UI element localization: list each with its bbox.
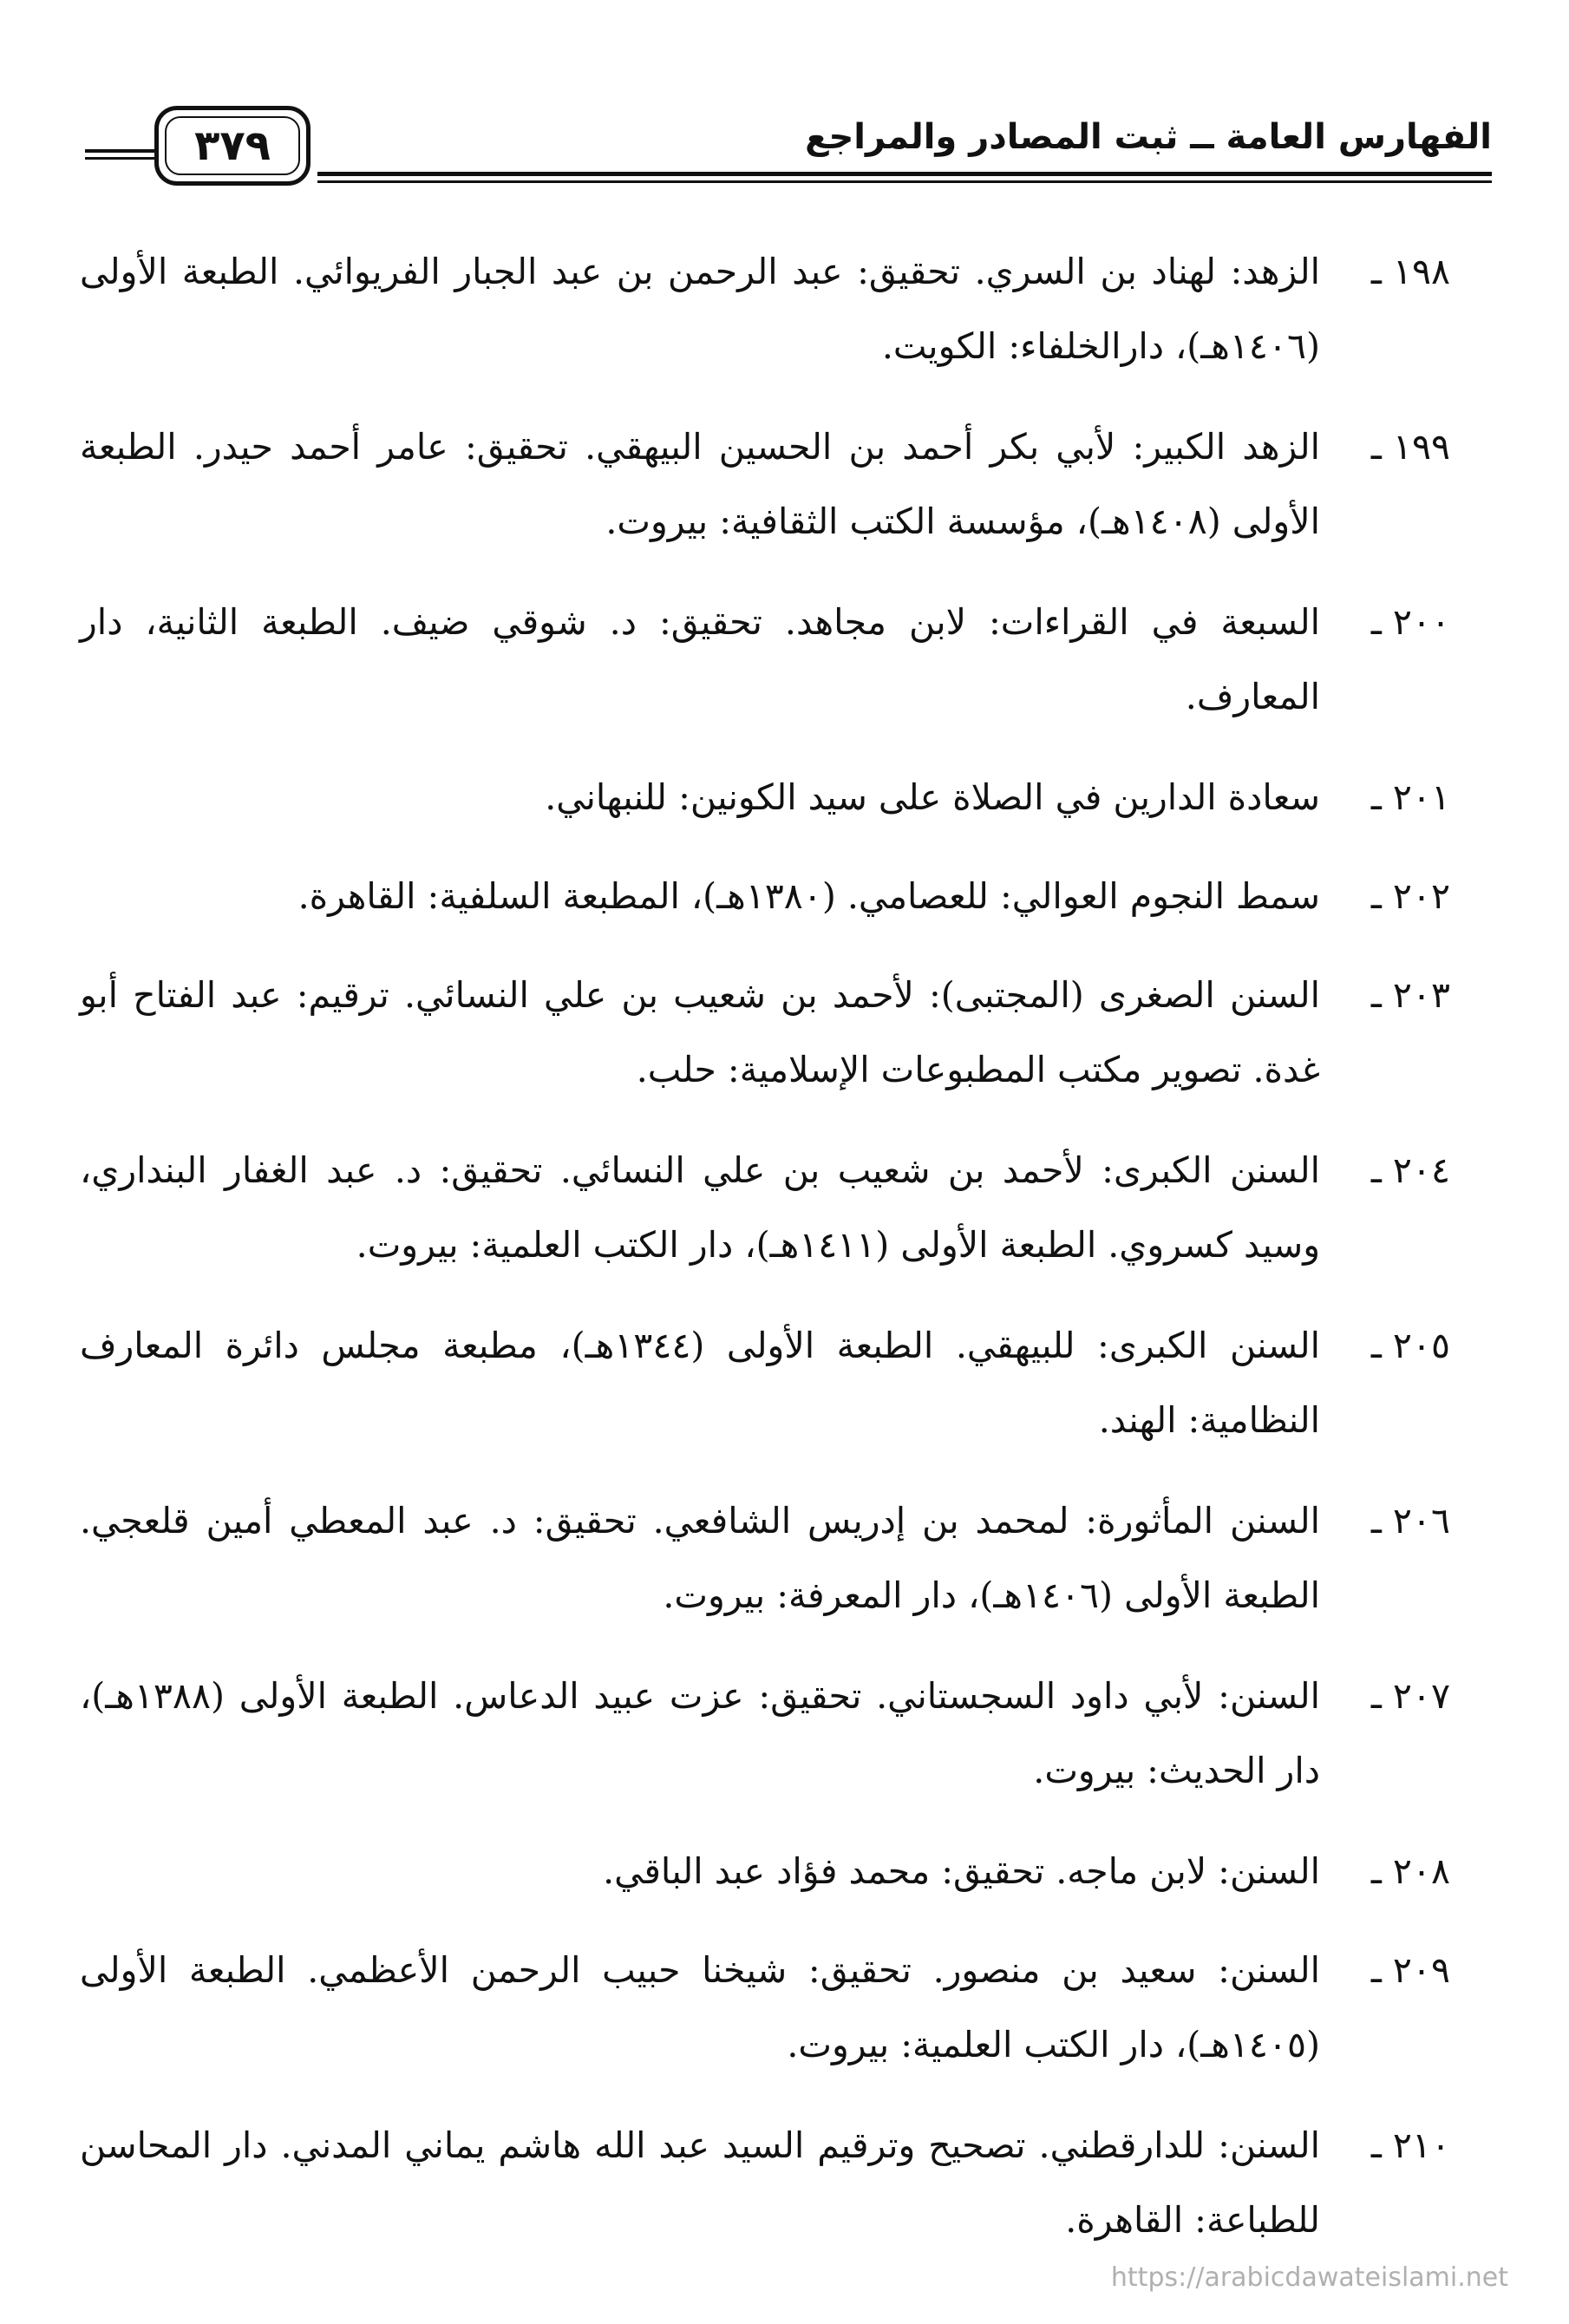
entry-number: ٢٠٩ ـ	[1370, 1949, 1450, 1991]
entry-text: السنن الكبرى: للبيهقي. الطبعة الأولى (١٣٤٤هـ)، مطبعة مجلس دائرة المعارف النظامية: الهند.	[80, 1325, 1320, 1441]
running-title: الفهارس العامة ــ ثبت المصادر والمراجع	[805, 117, 1492, 157]
entry-number: ٢٠١ ـ	[1370, 776, 1450, 818]
entry-number: ١٩٨ ـ	[1370, 251, 1450, 292]
entry-text: السنن الصغرى (المجتبى): لأحمد بن شعيب بن علي النسائي. ترقيم: عبد الفتاح أبو غدة. تصوير مكتب المطبوعات الإسلامية: حلب.	[80, 974, 1320, 1090]
entry-text: السنن: سعيد بن منصور. تحقيق: شيخنا حبيب الرحمن الأعظمي. الطبعة الأولى (١٤٠٥هـ)، دار الكتب العلمية: بيروت.	[80, 1949, 1320, 2065]
bibliography-entry	[80, 760, 1450, 835]
entry-number: ١٩٩ ـ	[1370, 426, 1450, 468]
bibliography-entry	[80, 859, 1450, 933]
entry-text: سعادة الدارين في الصلاة على سيد الكونين: للنبهاني.	[545, 776, 1320, 818]
bibliography-entry	[80, 1659, 1450, 1808]
bibliography-entry	[80, 1133, 1450, 1282]
entry-text: السنن: للدارقطني. تصحيح وترقيم السيد عبد الله هاشم يماني المدني. دار المحاسن للطباعة: القاهرة.	[80, 2124, 1320, 2241]
entry-text: السنن الكبرى: لأحمد بن شعيب بن علي النسائي. تحقيق: د. عبد الغفار البنداري، وسيد كسروي. الطبعة الأولى (١٤١١هـ)، دار الكتب العلمية: بيروت.	[80, 1149, 1320, 1266]
entry-text: السنن: لأبي داود السجستاني. تحقيق: عزت عبيد الدعاس. الطبعة الأولى (١٣٨٨هـ)، دار الحديث: بيروت.	[80, 1675, 1320, 1791]
entry-number: ٢٠٨ ـ	[1370, 1850, 1450, 1892]
entry-text: الزهد الكبير: لأبي بكر أحمد بن الحسين البيهقي. تحقيق: عامر أحمد حيدر. الطبعة الأولى (١٤٠٨هـ)، مؤسسة الكتب الثقافية: بيروت.	[80, 426, 1320, 542]
entry-number: ٢٠٢ ـ	[1370, 875, 1450, 917]
entry-text: السنن: لابن ماجه. تحقيق: محمد فؤاد عبد الباقي.	[603, 1850, 1320, 1892]
entry-number: ٢٠٠ ـ	[1370, 601, 1450, 643]
entry-text: السبعة في القراءات: لابن مجاهد. تحقيق: د. شوقي ضيف. الطبعة الثانية، دار المعارف.	[80, 601, 1320, 717]
watermark-url: https://arabicdawateislami.net	[1110, 2262, 1508, 2293]
page-number: ٣٧٩	[194, 121, 271, 170]
header-rule	[85, 157, 154, 160]
bibliography-entry	[80, 1834, 1450, 1908]
header-rule	[317, 180, 1492, 183]
bibliography-entry	[80, 1483, 1450, 1633]
entry-number: ٢١٠ ـ	[1370, 2124, 1450, 2166]
page-number-frame	[154, 106, 311, 186]
bibliography-entry	[80, 1308, 1450, 1457]
bibliography-list	[80, 234, 1450, 2283]
entry-number: ٢٠٦ ـ	[1370, 1500, 1450, 1542]
entry-number: ٢٠٣ ـ	[1370, 974, 1450, 1016]
bibliography-entry	[80, 585, 1450, 734]
entry-text: السنن المأثورة: لمحمد بن إدريس الشافعي. تحقيق: د. عبد المعطي أمين قلعجي. الطبعة الأولى (١٤٠٦هـ)، دار المعرفة: بيروت.	[80, 1500, 1320, 1616]
entry-text: الزهد: لهناد بن السري. تحقيق: عبد الرحمن بن عبد الجبار الفريوائي. الطبعة الأولى (١٤٠٦هـ)، دارالخلفاء: الكويت.	[80, 251, 1320, 367]
bibliography-entry	[80, 2108, 1450, 2257]
bibliography-entry	[80, 958, 1450, 1107]
page-header	[85, 94, 1492, 189]
header-rule	[317, 172, 1492, 176]
header-rule	[85, 149, 154, 153]
bibliography-entry	[80, 1933, 1450, 2082]
entry-text: سمط النجوم العوالي: للعصامي. (١٣٨٠هـ)، المطبعة السلفية: القاهرة.	[297, 875, 1320, 917]
entry-number: ٢٠٧ ـ	[1370, 1675, 1450, 1717]
entry-number: ٢٠٥ ـ	[1370, 1325, 1450, 1366]
bibliography-entry	[80, 234, 1450, 383]
entry-number: ٢٠٤ ـ	[1370, 1149, 1450, 1191]
bibliography-entry	[80, 409, 1450, 559]
